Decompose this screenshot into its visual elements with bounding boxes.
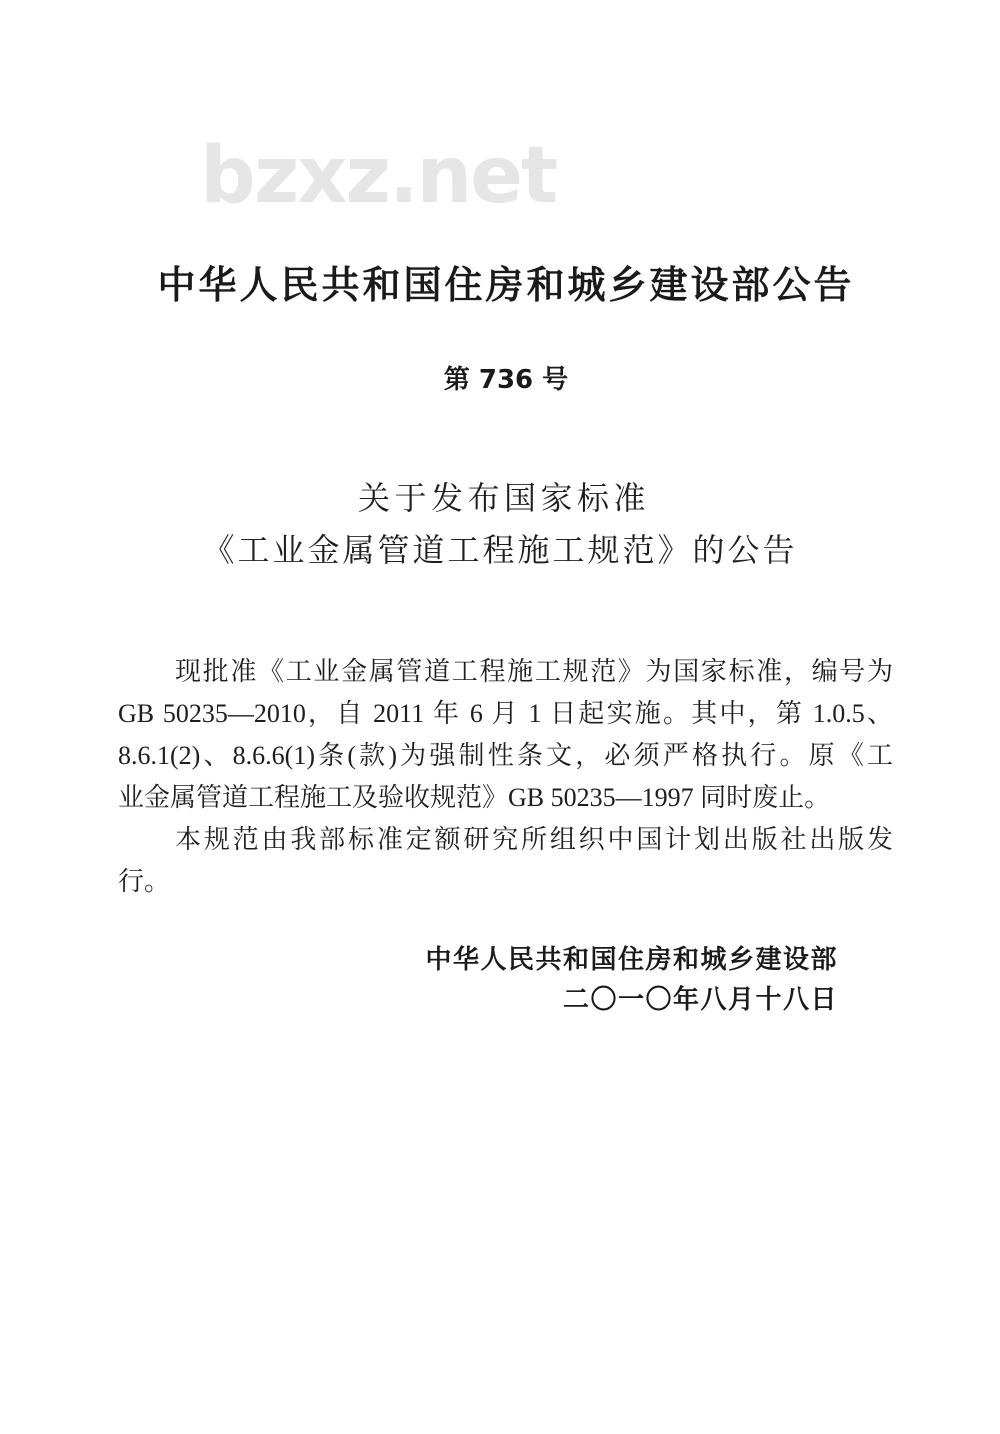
signature-date: 二〇一〇年八月十八日 xyxy=(562,985,838,1015)
body-line: 现批准《工业金属管道工程施工规范》为国家标准，编号为 xyxy=(175,657,893,686)
subject-line-1: 关于发布国家标准 xyxy=(357,480,650,516)
signature-issuer: 中华人民共和国住房和城乡建设部 xyxy=(425,945,838,975)
paragraph xyxy=(118,651,893,819)
body-line: 行。 xyxy=(118,867,171,896)
announcement-body xyxy=(118,651,893,903)
paragraph xyxy=(118,819,893,903)
subject-line-2: 《工业金属管道工程施工规范》的公告 xyxy=(202,532,798,568)
announcement-title: 中华人民共和国住房和城乡建设部公告 xyxy=(157,263,855,307)
body-line: 业金属管道工程施工及验收规范》GB 50235—1997 同时废止。 xyxy=(118,783,831,812)
body-line: 本规范由我部标准定额研究所组织中国计划出版社出版发 xyxy=(175,825,893,854)
announcement-number: 第 736 号 xyxy=(443,365,569,395)
body-line: 8.6.1(2)、8.6.6(1)条(款)为强制性条文，必须严格执行。原《工 xyxy=(118,741,893,770)
body-line: GB 50235—2010，自 2011 年 6 月 1 日起实施。其中，第 1.0.5、 xyxy=(118,699,893,728)
watermark: bzxz.net xyxy=(200,131,557,221)
